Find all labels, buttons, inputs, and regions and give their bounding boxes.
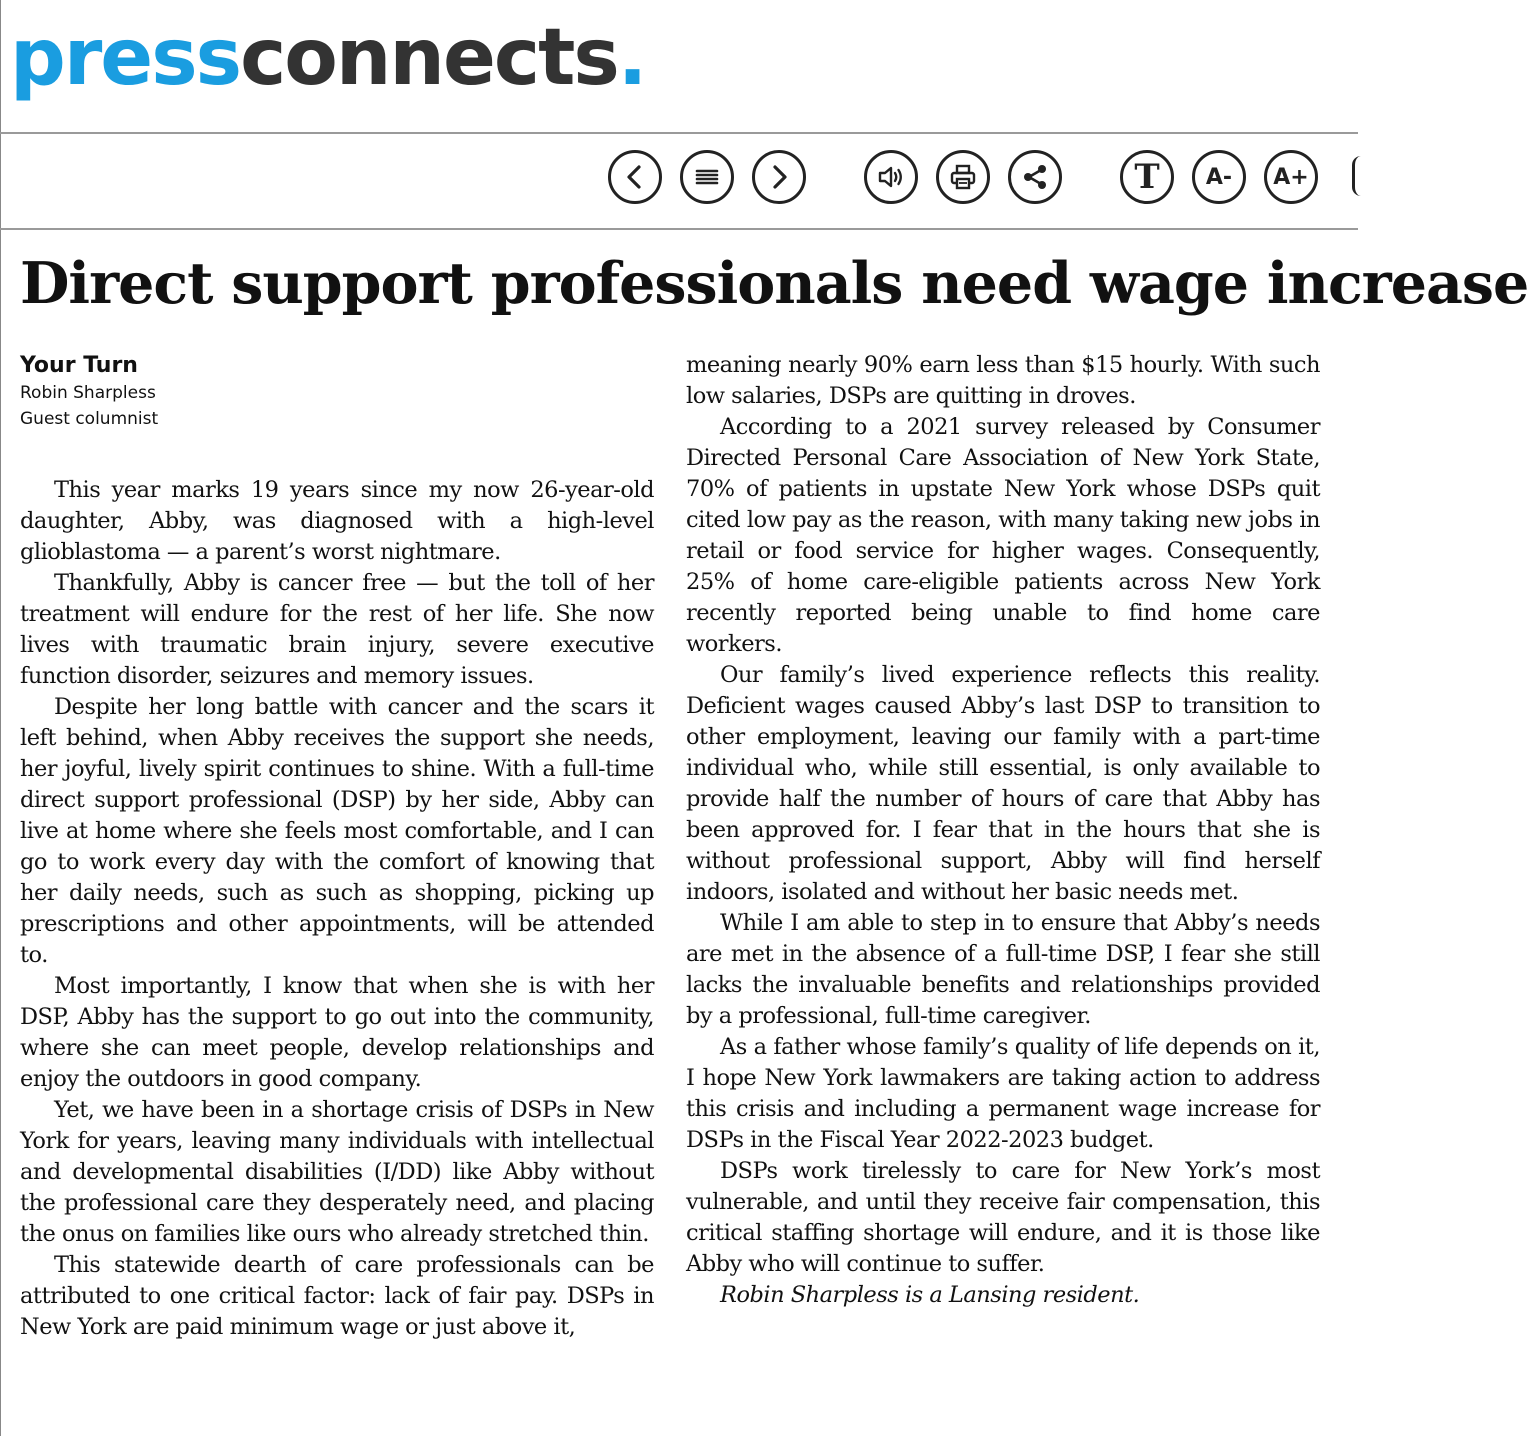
paragraph: Most importantly, I know that when she is with her DSP, Abby has the support to go out into the community, where she can meet people, develop relationships and enjoy the outdoors in good company. xyxy=(20,973,654,1092)
author-signature: Robin Sharpless is a Lansing resident. xyxy=(720,1282,1140,1308)
reader-toolbar xyxy=(0,134,1358,230)
paragraph: Despite her long battle with cancer and the scars it left behind, when Abby receives the support she needs, her joyful, lively spirit continues to shine. With a full-time direct support professional (DSP) by her side, Abby can live at home where she feels most comfortable, and I can go to work every day with the comfort of knowing that her daily needs, such as such as shopping, picking up prescriptions and other appointments, will be attended to. xyxy=(20,694,654,968)
paragraph: Our family’s lived experience reflects this reality. Deficient wages caused Abby’s last DSP to transition to other employment, leaving our family with a part-time individual who, while still essential, is only available to provide half the number of hours of care that Abby has been approved for. I fear that in the hours that she is without professional support, Abby will find herself indoors, isolated and without her basic needs met. xyxy=(686,662,1320,905)
print-button[interactable] xyxy=(936,150,990,204)
paragraph: This year marks 19 years since my now 26-year-old daughter, Abby, was diagnosed with a high-level glioblastoma — a parent’s worst nightmare. xyxy=(20,477,654,565)
contents-button[interactable] xyxy=(680,150,734,204)
list-icon xyxy=(692,162,722,192)
article-column-right xyxy=(686,350,1320,1311)
article-headline: Direct support professionals need wage increase xyxy=(20,250,1528,317)
font-smaller-button[interactable] xyxy=(1192,150,1246,204)
next-button[interactable] xyxy=(752,150,806,204)
share-icon xyxy=(1020,162,1050,192)
text-view-button[interactable] xyxy=(1120,150,1174,204)
paragraph: DSPs work tirelessly to care for New York’s most vulnerable, and until they receive fair compensation, this critical staffing shortage will endure, and it is those like Abby who will continue to suffer. xyxy=(686,1158,1320,1277)
font-larger-button[interactable] xyxy=(1264,150,1318,204)
site-logo[interactable]: pressconnects. xyxy=(10,13,646,103)
font-decrease-icon: A- xyxy=(1205,164,1233,190)
partial-toolbar-button[interactable] xyxy=(1352,156,1361,196)
paragraph: Thankfully, Abby is cancer free — but the toll of her treatment will endure for the rest of her life. She now lives with traumatic brain injury, severe executive function disorder, seizures and memory issues. xyxy=(20,570,654,689)
author-role: Guest columnist xyxy=(20,409,159,429)
audio-button[interactable] xyxy=(864,150,918,204)
previous-button[interactable] xyxy=(608,150,662,204)
chevron-right-icon xyxy=(764,162,794,192)
speaker-icon xyxy=(876,162,906,192)
printer-icon xyxy=(948,162,978,192)
article-column-left xyxy=(20,475,654,1343)
paragraph: According to a 2021 survey released by Consumer Directed Personal Care Association of New York State, 70% of patients in upstate New York whose DSPs quit cited low pay as the reason, with many taking new jobs in retail or food service for higher wages. Consequently, 25% of home care-eligible patients across New York recently reported being unable to find home care workers. xyxy=(686,414,1320,657)
font-increase-icon: A+ xyxy=(1273,164,1309,190)
paragraph: While I am able to step in to ensure that Abby’s needs are met in the absence of a full-time DSP, I fear she still lacks the invaluable benefits and relationships provided by a professional, full-time caregiver. xyxy=(686,910,1320,1029)
author-name: Robin Sharpless xyxy=(20,383,156,403)
byline xyxy=(20,352,158,432)
text-icon: T xyxy=(1134,157,1160,197)
masthead xyxy=(0,0,1358,134)
column-kicker: Your Turn xyxy=(20,353,138,378)
chevron-left-icon xyxy=(620,162,650,192)
paragraph: Yet, we have been in a shortage crisis of DSPs in New York for years, leaving many individuals with intellectual and developmental disabilities (I/DD) like Abby without the professional care they desperately need, and placing the onus on families like ours who already stretched thin. xyxy=(20,1097,654,1247)
share-button[interactable] xyxy=(1008,150,1062,204)
paragraph: As a father whose family’s quality of life depends on it, I hope New York lawmakers are taking action to address this crisis and including a permanent wage increase for DSPs in the Fiscal Year 2022-2023 budget. xyxy=(686,1034,1320,1153)
paragraph: This statewide dearth of care professionals can be attributed to one critical factor: lack of fair pay. DSPs in New York are paid minimum wage or just above it, xyxy=(20,1252,654,1340)
paragraph-continued: meaning nearly 90% earn less than $15 hourly. With such low salaries, DSPs are quitting in droves. xyxy=(686,352,1320,409)
